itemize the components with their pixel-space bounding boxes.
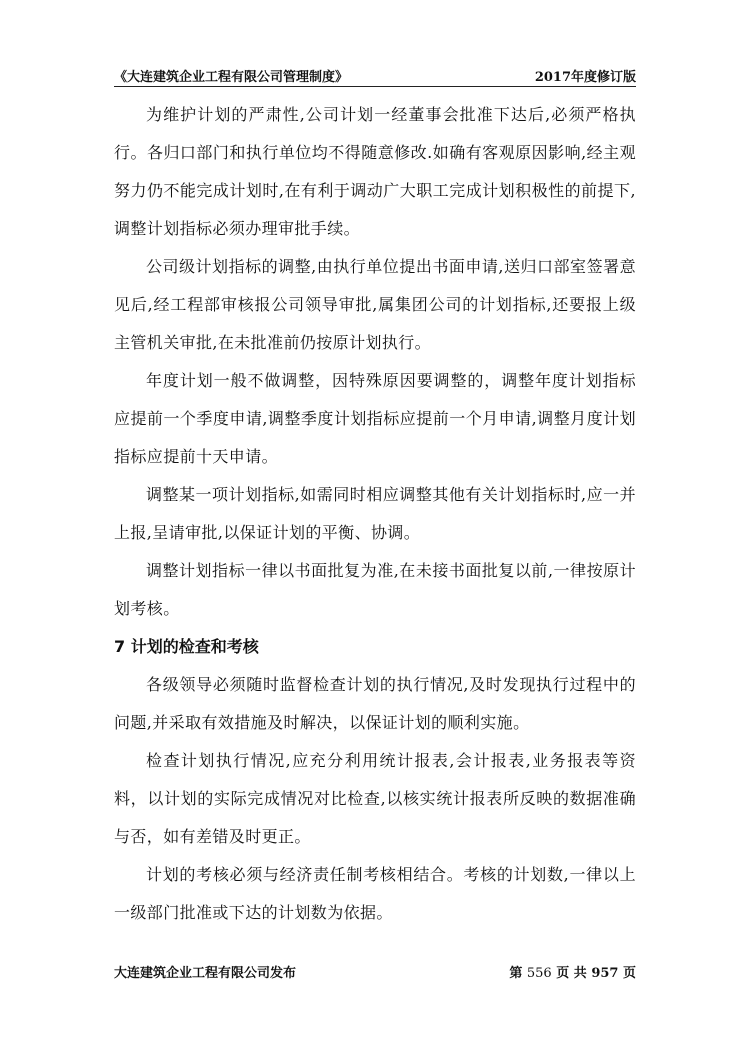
page-footer <box>114 962 636 982</box>
page-mid: 页 共 <box>556 966 587 981</box>
paragraph-4: 调整某一项计划指标,如需同时相应调整其他有关计划指标时,应一并上报,呈请审批,以保证计划的平衡、协调。 <box>114 485 636 542</box>
paragraph-2: 公司级计划指标的调整,由执行单位提出书面申请,送归口部室签署意见后,经工程部审核报公司领导审批,属集团公司的计划指标,还要报上级主管机关审批,在未批准前仍按原计划执行。 <box>114 257 636 352</box>
page-prefix: 第 <box>509 966 523 981</box>
total-pages: 957 <box>591 966 619 981</box>
paragraph-3: 年度计划一般不做调整，因特殊原因要调整的，调整年度计划指标应提前一个季度申请,调整季度计划指标应提前一个月申请,调整月度计划指标应提前十天申请。 <box>114 371 636 466</box>
paragraph-7: 检查计划执行情况,应充分利用统计报表,会计报表,业务报表等资料，以计划的实际完成情况对比检查,以核实统计报表所反映的数据准确与否，如有差错及时更正。 <box>114 751 636 846</box>
revision-label: 2017年度修订版 <box>534 70 636 85</box>
page-header <box>114 66 636 87</box>
paragraph-1: 为维护计划的严肃性,公司计划一经董事会批准下达后,必须严格执行。各归口部门和执行单位均不得随意修改.如确有客观原因影响,经主观努力仍不能完成计划时,在有利于调动广大职工完成计划积极性的前提下,调整计划指标必须办理审批手续。 <box>114 105 636 238</box>
publisher: 大连建筑企业工程有限公司发布 <box>114 966 297 981</box>
page-suffix: 页 <box>622 966 636 981</box>
paragraph-8: 计划的考核必须与经济责任制考核相结合。考核的计划数,一律以上一级部门批准或下达的计划数为依据。 <box>114 865 636 922</box>
page-number <box>509 962 636 981</box>
current-page: 556 <box>526 966 552 981</box>
paragraph-6: 各级领导必须随时监督检查计划的执行情况,及时发现执行过程中的问题,并采取有效措施及时解决，以保证计划的顺利实施。 <box>114 675 636 732</box>
document-body <box>114 96 636 932</box>
document-title: 《大连建筑企业工程有限公司管理制度》 <box>114 70 349 85</box>
section-heading-7: 7 计划的检查和考核 <box>114 637 259 656</box>
paragraph-5: 调整计划指标一律以书面批复为准,在未接书面批复以前,一律按原计划考核。 <box>114 561 636 618</box>
